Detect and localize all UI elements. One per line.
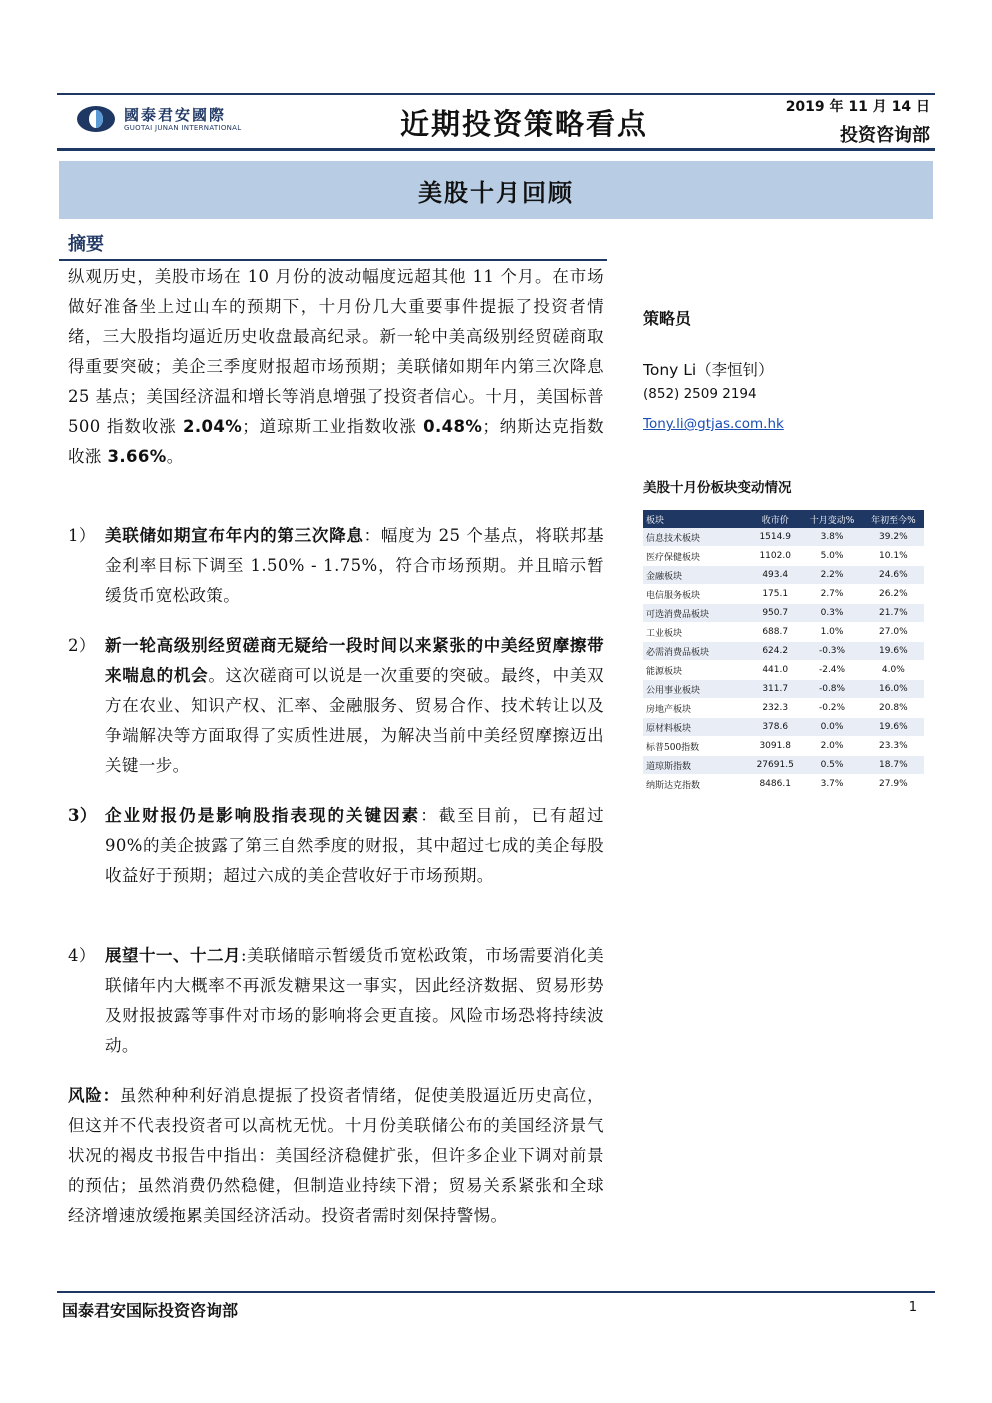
point-heading: 美联储如期宣布年内的第三次降息 xyxy=(105,526,364,545)
point-number: 4） xyxy=(68,946,96,965)
footer-rule xyxy=(57,1291,935,1293)
cell-ytd: 21.7% xyxy=(863,604,924,623)
logo-mark-icon xyxy=(76,104,116,134)
cell-oct-change: 2.7% xyxy=(801,585,862,604)
table-row xyxy=(643,680,924,699)
cell-oct-change: 0.0% xyxy=(801,718,862,737)
strategist-label: 策略员 xyxy=(643,309,692,328)
table-row xyxy=(643,547,924,566)
logo-english-name: GUOTAI JUNAN INTERNATIONAL xyxy=(124,123,242,132)
cell-ytd: 39.2% xyxy=(863,528,924,547)
risk-paragraph xyxy=(68,1081,604,1231)
company-logo xyxy=(76,104,241,134)
cell-sector: 原材料板块 xyxy=(643,718,749,737)
page-number: 1 xyxy=(908,1300,917,1315)
document-title: 近期投资策略看点 xyxy=(400,107,649,141)
table-row xyxy=(643,623,924,642)
cell-ytd: 24.6% xyxy=(863,566,924,585)
cell-oct-change: 3.8% xyxy=(801,528,862,547)
cell-oct-change: 2.0% xyxy=(801,737,862,756)
report-subject-title: 美股十月回顾 xyxy=(418,177,574,207)
cell-sector: 标普500指数 xyxy=(643,737,749,756)
cell-oct-change: -0.2% xyxy=(801,699,862,718)
cell-oct-change: 3.7% xyxy=(801,775,862,794)
col-header-oct-change: 十月变动% xyxy=(801,510,862,528)
cell-sector: 纳斯达克指数 xyxy=(643,775,749,794)
table-row xyxy=(643,699,924,718)
point-number: 2） xyxy=(68,636,96,655)
cell-oct-change: 2.2% xyxy=(801,566,862,585)
table-header-row xyxy=(643,510,924,528)
summary-intro-paragraph: 纵观历史，美股市场在 10 月份的波动幅度远超其他 11 个月。在市场做好准备坐上过山车的预期下，十月份几大重要事件提振了投资者情绪，三大股指均逼近历史收盘最高纪录。新一轮中美高级别经贸磋商取得重要突破；美企三季度财报超市场预期；美联储如期年内第三次降息 25 基点；美国经济温和增长等消息增强了投资者信心。十月，美国标普 500 指数收涨 2.04%；道琼斯工业指数收涨 0.48%；纳斯达克指数收涨 3.66%。 xyxy=(68,267,604,466)
cell-ytd: 26.2% xyxy=(863,585,924,604)
cell-sector: 工业板块 xyxy=(643,623,749,642)
cell-close: 493.4 xyxy=(749,566,801,585)
col-header-sector: 板块 xyxy=(643,510,749,528)
footer-department: 国泰君安国际投资咨询部 xyxy=(62,1301,239,1320)
report-date: 2019 年 11 月 14 日 xyxy=(785,99,930,115)
cell-close: 624.2 xyxy=(749,642,801,661)
cell-ytd: 19.6% xyxy=(863,718,924,737)
nasdaq-change: 3.66% xyxy=(107,447,167,466)
cell-oct-change: -0.8% xyxy=(801,680,862,699)
cell-oct-change: -2.4% xyxy=(801,661,862,680)
cell-close: 232.3 xyxy=(749,699,801,718)
department-name: 投资咨询部 xyxy=(840,125,930,146)
cell-close: 378.6 xyxy=(749,718,801,737)
point-heading: 企业财报仍是影响股指表现的关键因素 xyxy=(105,806,421,825)
cell-ytd: 27.9% xyxy=(863,775,924,794)
cell-sector: 必需消费品板块 xyxy=(643,642,749,661)
logo-chinese-name: 國泰君安國際 xyxy=(124,105,227,124)
summary-rule xyxy=(59,259,607,261)
cell-oct-change: 0.3% xyxy=(801,604,862,623)
cell-oct-change: -0.3% xyxy=(801,642,862,661)
table-row xyxy=(643,718,924,737)
sector-table-title: 美股十月份板块变动情况 xyxy=(643,480,792,496)
header-top-rule xyxy=(57,93,935,95)
cell-sector: 金融板块 xyxy=(643,566,749,585)
cell-oct-change: 1.0% xyxy=(801,623,862,642)
sp500-change: 2.04% xyxy=(182,417,243,436)
table-row xyxy=(643,661,924,680)
point-number: 3） xyxy=(68,806,97,825)
cell-ytd: 19.6% xyxy=(863,642,924,661)
cell-sector: 公用事业板块 xyxy=(643,680,749,699)
cell-ytd: 27.0% xyxy=(863,623,924,642)
sector-performance-table xyxy=(643,510,924,794)
risk-label: 风险： xyxy=(68,1086,120,1105)
cell-close: 1102.0 xyxy=(749,547,801,566)
cell-close: 688.7 xyxy=(749,623,801,642)
cell-ytd: 4.0% xyxy=(863,661,924,680)
cell-close: 8486.1 xyxy=(749,775,801,794)
summary-point xyxy=(68,631,604,781)
cell-ytd: 10.1% xyxy=(863,547,924,566)
risk-text: 虽然种种利好消息提振了投资者情绪，促使美股逼近历史高位，但这并不代表投资者可以高枕无忧。十月份美联储公布的美国经济景气状况的褐皮书报告中指出：美国经济稳健扩张，但许多企业下调对前景的预估；虽然消费仍然稳健，但制造业持续下滑；贸易关系紧张和全球经济增速放缓拖累美国经济活动。投资者需时刻保持警惕。 xyxy=(68,1086,605,1225)
point-number: 1） xyxy=(68,526,96,545)
table-row xyxy=(643,775,924,794)
cell-ytd: 18.7% xyxy=(863,756,924,775)
cell-close: 3091.8 xyxy=(749,737,801,756)
cell-sector: 可选消费品板块 xyxy=(643,604,749,623)
table-row xyxy=(643,756,924,775)
cell-close: 950.7 xyxy=(749,604,801,623)
analyst-email-link[interactable]: Tony.li@gtjas.com.hk xyxy=(643,416,784,432)
analyst-phone: (852) 2509 2194 xyxy=(643,386,757,402)
point-heading: 展望十一、十二月 xyxy=(105,946,242,965)
cell-sector: 能源板块 xyxy=(643,661,749,680)
cell-ytd: 23.3% xyxy=(863,737,924,756)
cell-sector: 道琼斯指数 xyxy=(643,756,749,775)
cell-ytd: 20.8% xyxy=(863,699,924,718)
dow-change: 0.48% xyxy=(423,417,483,436)
table-row xyxy=(643,604,924,623)
col-header-close: 收市价 xyxy=(749,510,801,528)
cell-sector: 电信服务板块 xyxy=(643,585,749,604)
table-row xyxy=(643,737,924,756)
table-row xyxy=(643,566,924,585)
table-row xyxy=(643,585,924,604)
cell-close: 311.7 xyxy=(749,680,801,699)
table-row xyxy=(643,528,924,547)
point-text: ：幅度为 25 个基点，将联邦基金利率目标下调至 1.50% - 1.75%，符合市场预期。并且暗示暂缓货币宽松政策。 xyxy=(105,526,605,605)
cell-sector: 房地产板块 xyxy=(643,699,749,718)
cell-close: 175.1 xyxy=(749,585,801,604)
summary-heading: 摘要 xyxy=(68,234,104,255)
cell-close: 1514.9 xyxy=(749,528,801,547)
cell-ytd: 16.0% xyxy=(863,680,924,699)
cell-sector: 信息技术板块 xyxy=(643,528,749,547)
cell-oct-change: 5.0% xyxy=(801,547,862,566)
point-text: 。这次磋商可以说是一次重要的突破。最终，中美双方在农业、知识产权、汇率、金融服务、贸易合作、技术转让以及争端解决等方面取得了实质性进展，为解决当前中美经贸摩擦迈出关键一步。 xyxy=(105,666,604,775)
point-heading: 新一轮高级别经贸磋商无疑给一段时间以来紧张的中美经贸摩擦带来喘息的机会 xyxy=(105,636,604,685)
cell-oct-change: 0.5% xyxy=(801,756,862,775)
cell-sector: 医疗保健板块 xyxy=(643,547,749,566)
cell-close: 27691.5 xyxy=(749,756,801,775)
cell-close: 441.0 xyxy=(749,661,801,680)
report-banner xyxy=(59,161,933,219)
point-text: ：截至目前，已有超过 90%的美企披露了第三自然季度的财报，其中超过七成的美企每股收益好于预期；超过六成的美企营收好于市场预期。 xyxy=(105,806,604,885)
table-row xyxy=(643,642,924,661)
summary-point xyxy=(68,801,604,891)
header-bottom-rule xyxy=(57,148,935,151)
summary-point xyxy=(68,941,604,1061)
summary-point xyxy=(68,521,604,611)
col-header-ytd: 年初至今% xyxy=(863,510,924,528)
analyst-name: Tony Li（李恒钊） xyxy=(643,361,774,379)
point-text: :美联储暗示暂缓货币宽松政策，市场需要消化美联储年内大概率不再派发糖果这一事实，因此经济数据、贸易形势及财报披露等事件对市场的影响将会更直接。风险市场恐将持续波动。 xyxy=(105,946,605,1055)
